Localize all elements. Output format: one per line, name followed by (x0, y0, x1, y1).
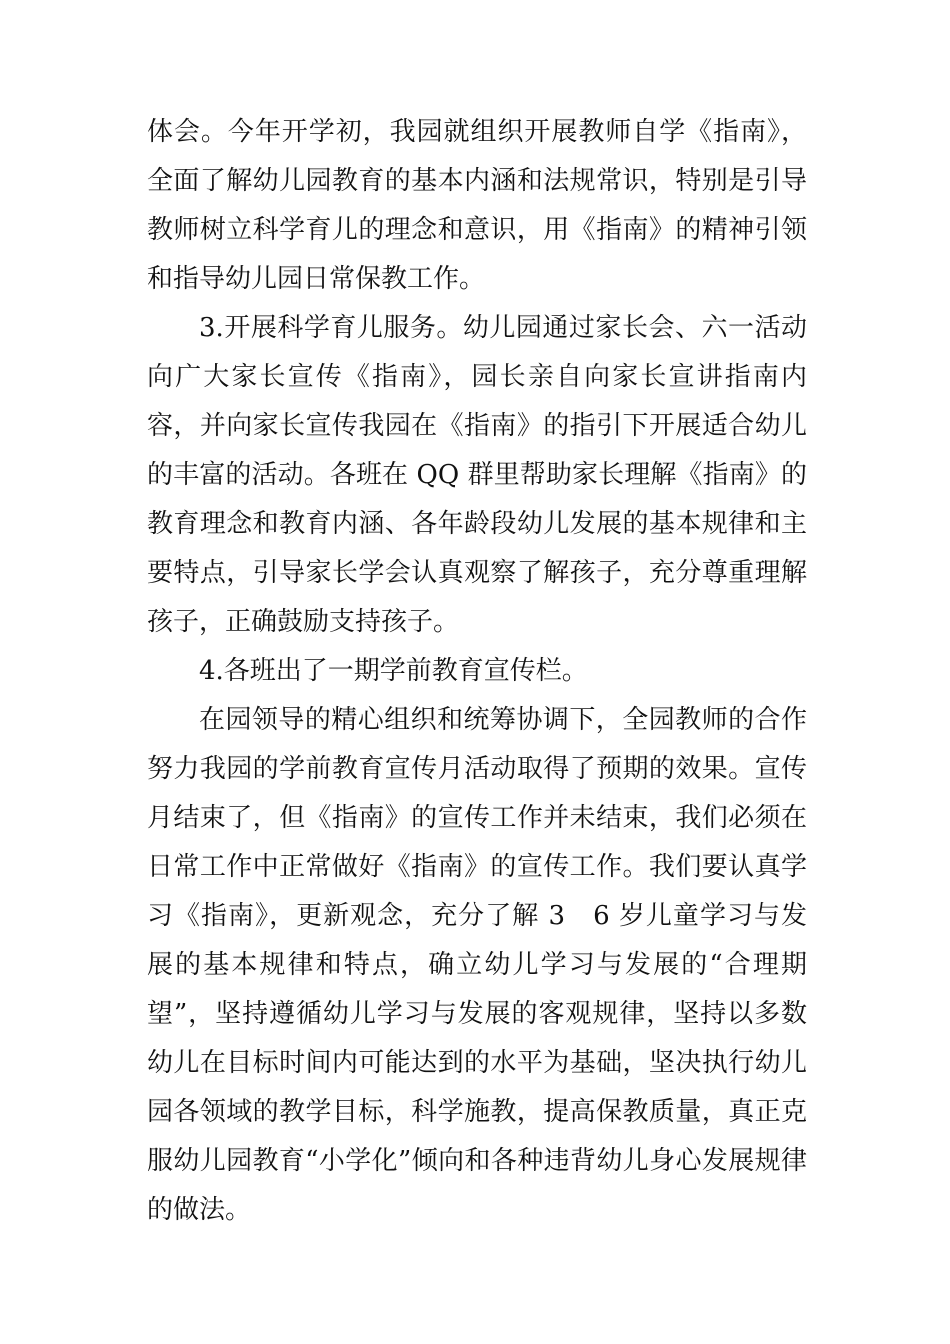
paragraph-continuation: 体会。今年开学初，我园就组织开展教师自学《指南》，全面了解幼儿园教育的基本内涵和法规常识，特别是引导教师树立科学育儿的理念和意识，用《指南》的精神引领和指导幼儿园日常保教工作。 (147, 117, 807, 294)
document-body (147, 108, 807, 1235)
paragraph-item-3: 3.开展科学育儿服务。幼儿园通过家长会、六一活动向广大家长宣传《指南》，园长亲自向家长宣讲指南内容，并向家长宣传我园在《指南》的指引下开展适合幼儿的丰富的活动。各班在 QQ 群里帮助家长理解《指南》的教育理念和教育内涵、各年龄段幼儿发展的基本规律和主要特点，引导家长学会认真观察了解孩子，充分尊重理解孩子，正确鼓励支持孩子。 (147, 313, 807, 637)
paragraph-conclusion: 在园领导的精心组织和统筹协调下，全园教师的合作努力我园的学前教育宣传月活动取得了预期的效果。宣传月结束了，但《指南》的宣传工作并未结束，我们必须在日常工作中正常做好《指南》的宣传工作。我们要认真学习《指南》，更新观念，充分了解 3 6 岁儿童学习与发展的基本规律和特点，确立幼儿学习与发展的“合理期望”，坚持遵循幼儿学习与发展的客观规律，坚持以多数幼儿在目标时间内可能达到的水平为基础，坚决执行幼儿园各领域的教学目标，科学施教，提高保教质量，真正克服幼儿园教育“小学化”倾向和各种违背幼儿身心发展规律的做法。 (147, 705, 807, 1225)
paragraph-item-4: 4.各班出了一期学前教育宣传栏。 (199, 656, 588, 686)
